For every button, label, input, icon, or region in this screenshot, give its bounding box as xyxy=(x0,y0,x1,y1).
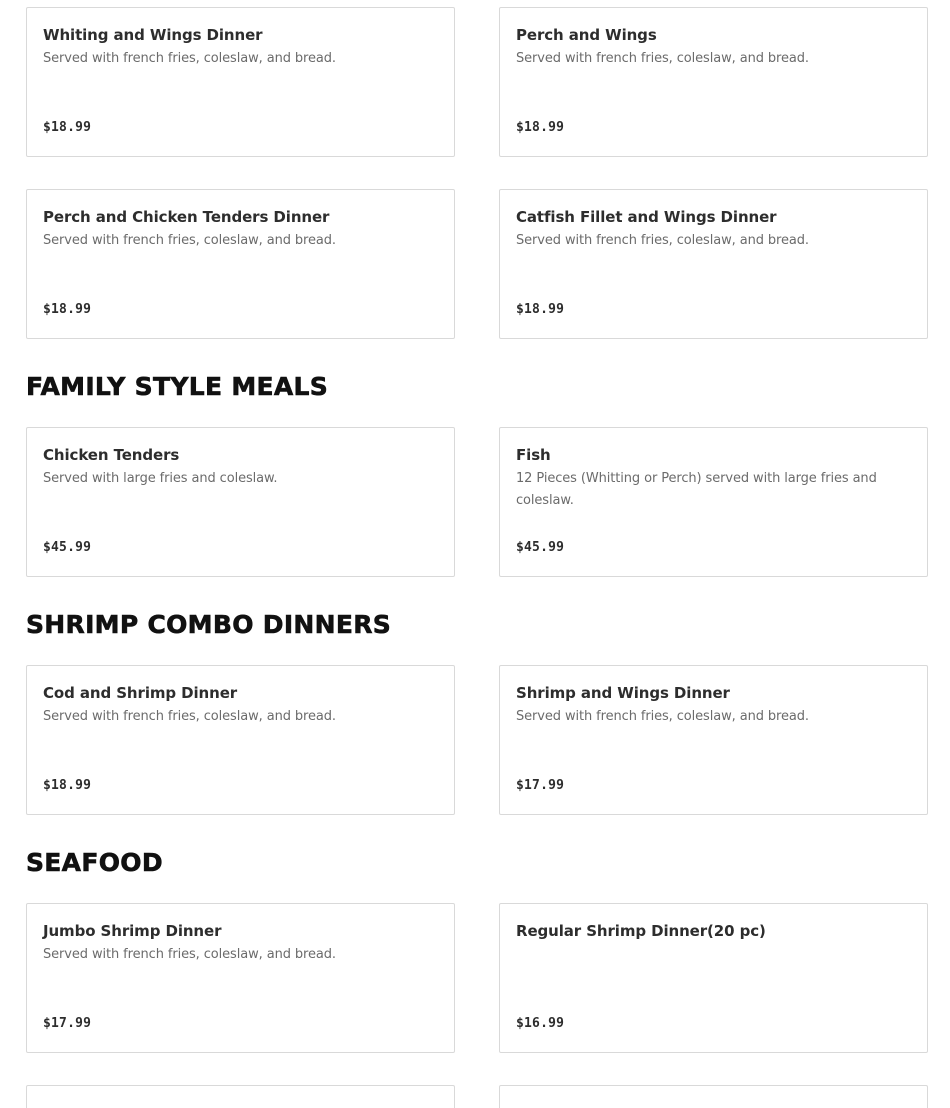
menu-item-card[interactable] xyxy=(499,7,928,157)
menu-item-name: Cod and Shrimp Dinner xyxy=(43,684,238,702)
menu-item-card[interactable] xyxy=(26,665,455,815)
menu-item-card[interactable] xyxy=(26,7,455,157)
menu-item-description: Served with french fries, coleslaw, and bread. xyxy=(43,947,336,962)
menu-item-card[interactable] xyxy=(499,665,928,815)
section-heading-seafood: SEAFOOD xyxy=(26,848,163,877)
menu-item-name: Chicken Tenders xyxy=(43,446,180,464)
menu-item-description: Served with french fries, coleslaw, and bread. xyxy=(43,51,336,66)
menu-item-card-partial[interactable] xyxy=(499,1085,928,1108)
menu-item-description: Served with french fries, coleslaw, and bread. xyxy=(43,233,336,248)
menu-item-description: Served with french fries, coleslaw, and bread. xyxy=(516,709,809,724)
menu-item-name: Jumbo Shrimp Dinner xyxy=(43,922,222,940)
menu-grid-combo-dinners xyxy=(26,7,928,339)
menu-item-card[interactable] xyxy=(499,189,928,339)
menu-grid-family-style-meals xyxy=(26,427,928,577)
menu-item-description: Served with french fries, coleslaw, and bread. xyxy=(516,233,809,248)
menu-item-name: Perch and Chicken Tenders Dinner xyxy=(43,208,330,226)
menu-item-price: $18.99 xyxy=(43,778,92,793)
menu-item-price: $18.99 xyxy=(43,302,92,317)
menu-item-card[interactable] xyxy=(26,189,455,339)
section-heading-family-style-meals: FAMILY STYLE MEALS xyxy=(26,372,329,401)
menu-item-name: Shrimp and Wings Dinner xyxy=(516,684,730,702)
menu-item-description: Served with french fries, coleslaw, and bread. xyxy=(516,51,809,66)
menu-item-description: Served with french fries, coleslaw, and bread. xyxy=(43,709,336,724)
menu-item-card[interactable] xyxy=(26,427,455,577)
menu-item-price: $18.99 xyxy=(516,302,565,317)
menu-item-description: 12 Pieces (Whitting or Perch) served with large fries and coleslaw. xyxy=(516,471,877,508)
menu-item-card-partial[interactable] xyxy=(26,1085,455,1108)
menu-item-card[interactable] xyxy=(499,903,928,1053)
menu-item-price: $17.99 xyxy=(43,1016,92,1031)
menu-item-price: $18.99 xyxy=(516,120,565,135)
menu-item-card[interactable] xyxy=(26,903,455,1053)
menu-item-name: Perch and Wings xyxy=(516,26,657,44)
menu-item-price: $18.99 xyxy=(43,120,92,135)
menu-grid-shrimp-combo-dinners xyxy=(26,665,928,815)
menu-item-price: $45.99 xyxy=(516,540,565,555)
menu-item-name: Regular Shrimp Dinner(20 pc) xyxy=(516,922,766,940)
menu-grid-seafood xyxy=(26,903,928,1108)
menu-item-price: $16.99 xyxy=(516,1016,565,1031)
menu-item-price: $17.99 xyxy=(516,778,565,793)
menu-item-name: Catfish Fillet and Wings Dinner xyxy=(516,208,777,226)
menu-item-name: Whiting and Wings Dinner xyxy=(43,26,263,44)
menu-item-name: Fish xyxy=(516,446,551,464)
menu-item-description: Served with large fries and coleslaw. xyxy=(43,471,278,486)
section-heading-shrimp-combo-dinners: SHRIMP COMBO DINNERS xyxy=(26,610,392,639)
menu-item-price: $45.99 xyxy=(43,540,92,555)
menu-item-card[interactable] xyxy=(499,427,928,577)
